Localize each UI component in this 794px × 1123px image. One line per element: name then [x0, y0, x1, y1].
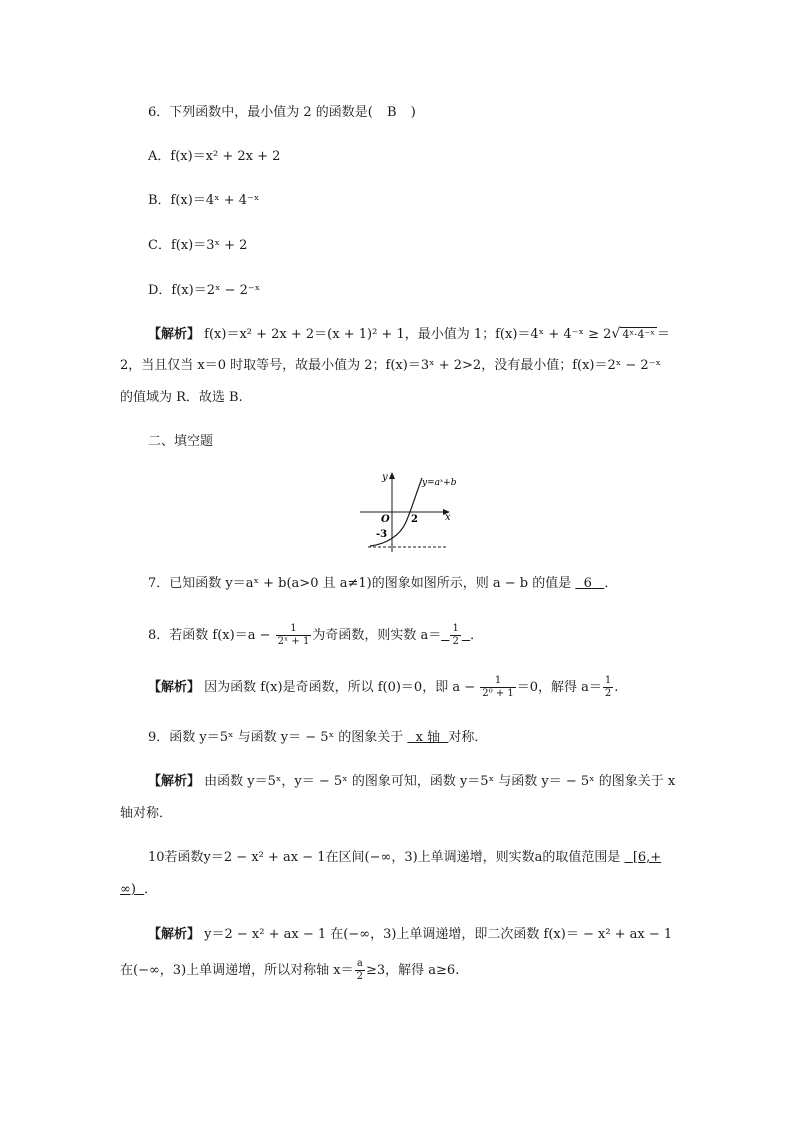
q10-analysis-text1: y＝2 − x² + ax − 1 在(−∞，3)上单调递增，即二次函数 f(x)＝ − x² + ax − 1	[204, 927, 673, 942]
section-title: 二、填空题	[148, 434, 214, 449]
graph-x-tick: 2	[411, 514, 418, 525]
q8-stem-b: 为奇函数，则实数 a＝	[312, 628, 442, 643]
q6-option-d: D．f(x)＝2ˣ − 2⁻ˣ	[148, 283, 261, 298]
q8-analysis-ans-den: 2	[604, 688, 612, 699]
q10-answer-text2: ∞)	[120, 882, 136, 897]
q9-analysis-line2: 轴对称．	[120, 806, 173, 821]
graph-y-label: y	[382, 472, 388, 483]
q8-analysis-tag: 【解析】	[148, 680, 201, 695]
q6-analysis-tag: 【解析】	[148, 327, 201, 342]
q6-analysis-line2: 2，当且仅当 x＝0 时取等号，故最小值为 2；f(x)＝3ˣ + 2>2，没有最小值；f(x)＝2ˣ − 2⁻ˣ	[120, 358, 662, 373]
q8-analysis-end: .	[614, 680, 619, 695]
q8-ans-num: 1	[452, 623, 459, 634]
q8-stem-a: 8．若函数 f(x)＝a −	[148, 628, 271, 643]
q8-ans-den: 2	[452, 636, 459, 647]
q9-answer-text: x 轴	[415, 730, 441, 745]
q10-analysis-frac-num: a	[355, 958, 365, 971]
q7-stem	[148, 575, 617, 593]
q10-analysis-line1	[148, 926, 672, 944]
q8-frac-num: 1	[276, 623, 312, 636]
sqrt-icon: √	[611, 326, 621, 342]
q6-analysis-line3: 的值域为 R．故选 B.	[120, 390, 243, 405]
q8-answer	[441, 623, 470, 647]
q6-stem-text: 6．下列函数中，最小值为 2 的函数是(	[148, 105, 373, 120]
q10-stem-text: 10若函数y＝2 − x² + ax − 1在区间(−∞，3)上单调递增，则实数a的取值范围是	[148, 850, 621, 865]
graph-y-tick: -3	[376, 529, 388, 540]
q9-analysis-tag: 【解析】	[148, 774, 201, 789]
q10-analysis-tag: 【解析】	[148, 927, 201, 942]
q10-analysis-text2a: 在(−∞，3)上单调递增，所以对称轴 x＝	[120, 963, 354, 978]
q10-stem-line2	[120, 881, 157, 899]
q10-stem	[148, 849, 661, 867]
q8-analysis	[148, 673, 618, 703]
q9-end: 对称．	[448, 730, 488, 745]
q8-analysis-answer-frac	[603, 675, 613, 700]
q8-analysis-frac-den: 2⁰ + 1	[482, 688, 514, 699]
q7-answer	[575, 576, 604, 591]
q6-analysis-eq: ＝	[656, 327, 670, 342]
q8-analysis-a: 因为函数 f(x)是奇函数，所以 f(0)＝0，即 a −	[204, 680, 476, 695]
q8-analysis-frac-num: 1	[480, 675, 515, 688]
q8-analysis-ans-num: 1	[604, 675, 612, 686]
q8-frac-den: 2ˣ + 1	[277, 636, 310, 647]
function-graph	[356, 466, 468, 554]
q7-end: ．	[604, 576, 618, 591]
q6-option-b: B．f(x)＝4ˣ + 4⁻ˣ	[148, 193, 260, 208]
q8-analysis-fraction	[480, 675, 515, 700]
q9-stem	[148, 729, 487, 747]
q6-option-a: A．f(x)＝x² + 2x + 2	[148, 149, 281, 164]
q8-fraction	[276, 623, 312, 648]
q10-analysis-text2b: ≥3，解得 a≥6.	[365, 963, 460, 978]
q10-analysis-fraction	[355, 958, 365, 983]
q8-end: ．	[470, 628, 484, 643]
q8-answer-frac	[450, 623, 460, 648]
graph-curve-label: y=aˣ+b	[422, 478, 457, 488]
y-axis-arrow	[389, 472, 395, 479]
q8-analysis-b: ＝0，解得 a＝	[516, 680, 602, 695]
q10-analysis-frac-den: 2	[356, 971, 363, 982]
q7-stem-text: 7．已知函数 y＝aˣ + b(a>0 且 a≠1)的图象如图所示，则 a − b 的值是	[148, 576, 572, 591]
q6-answer: B	[387, 105, 397, 120]
q10-answer-part1	[625, 850, 662, 865]
q6-option-c: C．f(x)＝3ˣ + 2	[148, 238, 248, 253]
q6-close: )	[410, 105, 416, 120]
graph-x-label: x	[445, 512, 451, 523]
q10-answer-text1: [6,+	[632, 850, 662, 865]
q10-end: ．	[144, 882, 158, 897]
q9-answer	[407, 730, 448, 745]
q10-answer-part2	[120, 882, 144, 897]
q9-analysis-text1: 由函数 y＝5ˣ，y＝ − 5ˣ 的图象可知，函数 y＝5ˣ 与函数 y＝ − 5ˣ 的图象关于 x	[204, 774, 676, 789]
q9-stem-text: 9．函数 y＝5ˣ 与函数 y＝ − 5ˣ 的图象关于	[148, 730, 404, 745]
q6-analysis-line1	[148, 325, 670, 344]
q10-analysis-line2	[120, 956, 459, 986]
q6-stem	[148, 104, 416, 122]
graph-origin-label: O	[381, 514, 390, 525]
q6-analysis-sqrt: 4ˣ·4⁻ˣ	[622, 328, 655, 341]
q9-analysis-line1	[148, 773, 675, 791]
q8-stem	[148, 621, 483, 651]
q7-answer-text: 6	[583, 576, 592, 591]
q6-analysis-text1: f(x)＝x² + 2x + 2＝(x + 1)² + 1，最小值为 1；f(x)＝4ˣ + 4⁻ˣ ≥ 2	[204, 327, 612, 342]
